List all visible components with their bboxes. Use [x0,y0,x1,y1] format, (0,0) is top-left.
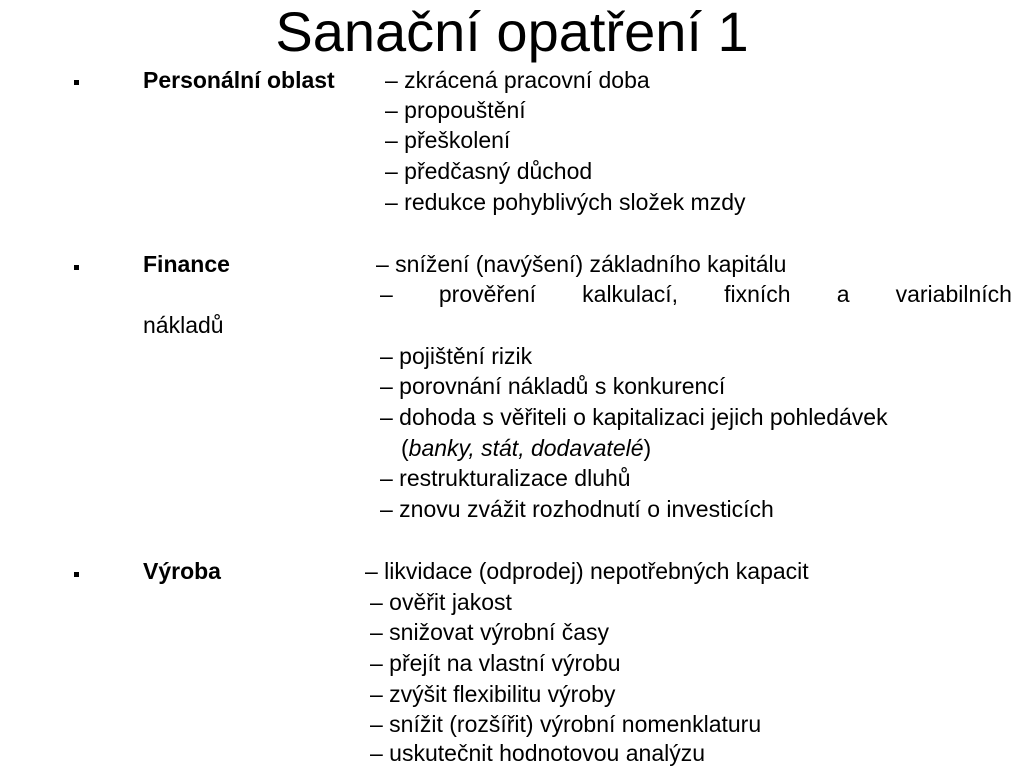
paren-italic-text: banky, stát, dodavatelé [408,435,644,461]
paren-open: ( [401,435,409,461]
section-label-finance: Finance [143,251,230,277]
finance-item-7: – znovu zvážit rozhodnutí o investicích [380,496,774,522]
production-item-7: – uskutečnit hodnotovou analýzu [370,740,706,766]
production-item-1: – likvidace (odprodej) nepotřebných kapacit [365,558,809,584]
production-item-4: – přejít na vlastní výrobu [370,650,621,676]
slide-title: Sanační opatření 1 [275,0,749,63]
finance-item-5: – dohoda s věřiteli o kapitalizaci jejich pohledávek [380,404,888,430]
finance-item-2-word-1: – [380,281,393,307]
section-label-personal: Personální oblast [143,67,335,93]
finance-item-4: – porovnání nákladů s konkurencí [380,373,726,399]
finance-item-3: – pojištění rizik [380,343,533,369]
finance-item-2-justified [380,279,1012,309]
personal-item-5: – redukce pohyblivých složek mzdy [385,189,746,215]
finance-item-2-word-6: variabilních [895,281,1012,307]
finance-item-2-word-3: kalkulací, [582,281,679,307]
bullet-finance [74,265,79,270]
production-item-2: – ověřit jakost [370,589,512,615]
section-label-production: Výroba [143,558,221,584]
personal-item-3: – přeškolení [385,127,511,153]
finance-item-2-word-5: a [836,281,850,307]
personal-item-4: – předčasný důchod [385,158,593,184]
production-item-6: – snížit (rozšířit) výrobní nomenklaturu [370,711,762,737]
personal-item-2: – propouštění [385,97,526,123]
production-item-5: – zvýšit flexibilitu výroby [370,681,616,707]
personal-item-1: – zkrácená pracovní doba [385,67,650,93]
finance-item-1: – snížení (navýšení) základního kapitálu [376,251,787,277]
paren-close: ) [643,435,652,461]
finance-item-2-word-4: fixních [724,281,791,307]
bullet-personal [74,80,79,85]
finance-item-2-word-2: prověření [438,281,537,307]
bullet-production [74,572,79,577]
finance-item-5-parenthetical [401,433,651,463]
finance-item-2-continued: nákladů [143,312,224,338]
production-item-3: – snižovat výrobní časy [370,619,610,645]
finance-item-6: – restrukturalizace dluhů [380,465,631,491]
